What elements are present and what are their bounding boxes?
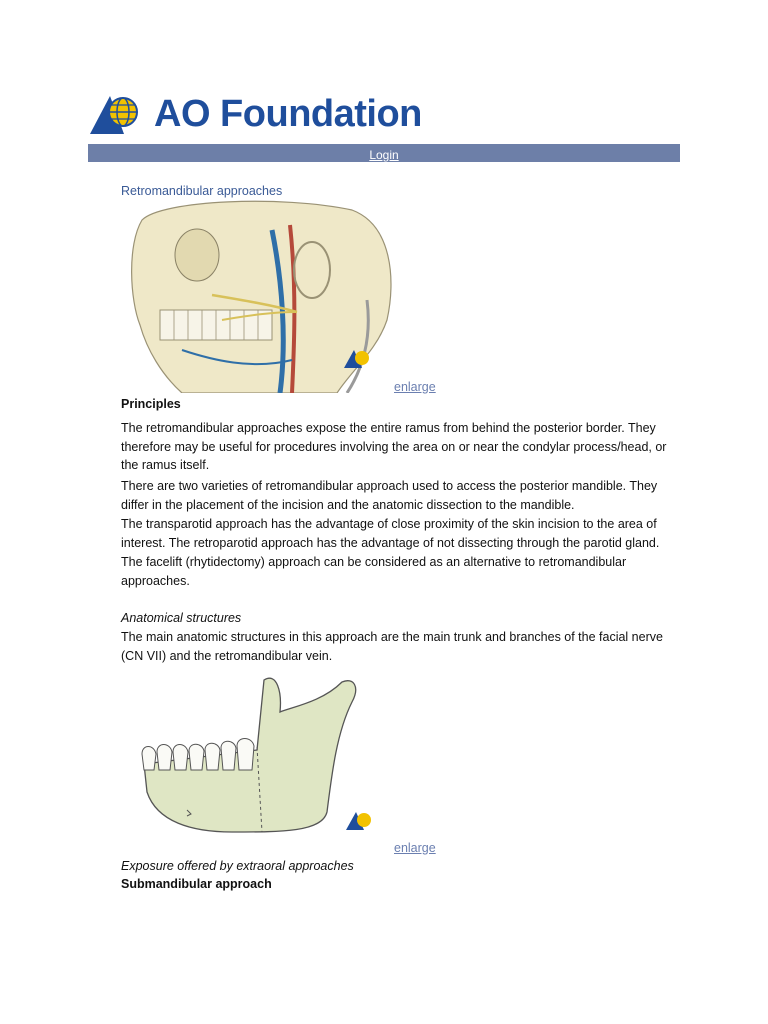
section-title: Retromandibular approaches: [121, 184, 283, 198]
principles-heading: Principles: [121, 397, 181, 411]
brand-name: AO Foundation: [154, 93, 422, 135]
ao-foundation-logo[interactable]: [90, 92, 450, 136]
login-link[interactable]: Login: [369, 148, 399, 162]
skull-illustration-icon[interactable]: [122, 200, 396, 393]
exposure-heading: Exposure offered by extraoral approaches: [121, 859, 354, 873]
anatomical-text: The main anatomic structures in this approach are the main trunk and branches of the facial nerve (CN VII) and the retromandibular vein.: [121, 630, 663, 663]
ao-watermark-icon: [346, 812, 371, 830]
paragraph-4: The facelift (rhytidectomy) approach can be considered as an alternative to retromandibular approaches.: [121, 555, 627, 588]
paragraph-3: The transparotid approach has the advantage of close proximity of the skin incision to the area of interest. The retroparotid approach has the advantage of not dissecting through the parotid gland.: [121, 517, 660, 550]
paragraph-2: There are two varieties of retromandibular approach used to access the posterior mandible. They differ in the placement of the incision and the anatomic dissection to the mandible.: [121, 479, 658, 512]
submandibular-heading: Submandibular approach: [121, 877, 272, 891]
paragraph-1: The retromandibular approaches expose the entire ramus from behind the posterior border. They therefore may be useful for procedures involving the area on or near the condylar process/head, or the ramus itself.: [121, 421, 667, 472]
enlarge-link-2[interactable]: enlarge: [394, 841, 436, 855]
mandible-illustration-icon[interactable]: [132, 672, 372, 842]
anatomical-heading: Anatomical structures: [121, 611, 242, 625]
enlarge-link-1[interactable]: enlarge: [394, 380, 436, 394]
globe-triangle-icon: [90, 92, 140, 136]
login-bar: [88, 144, 680, 162]
